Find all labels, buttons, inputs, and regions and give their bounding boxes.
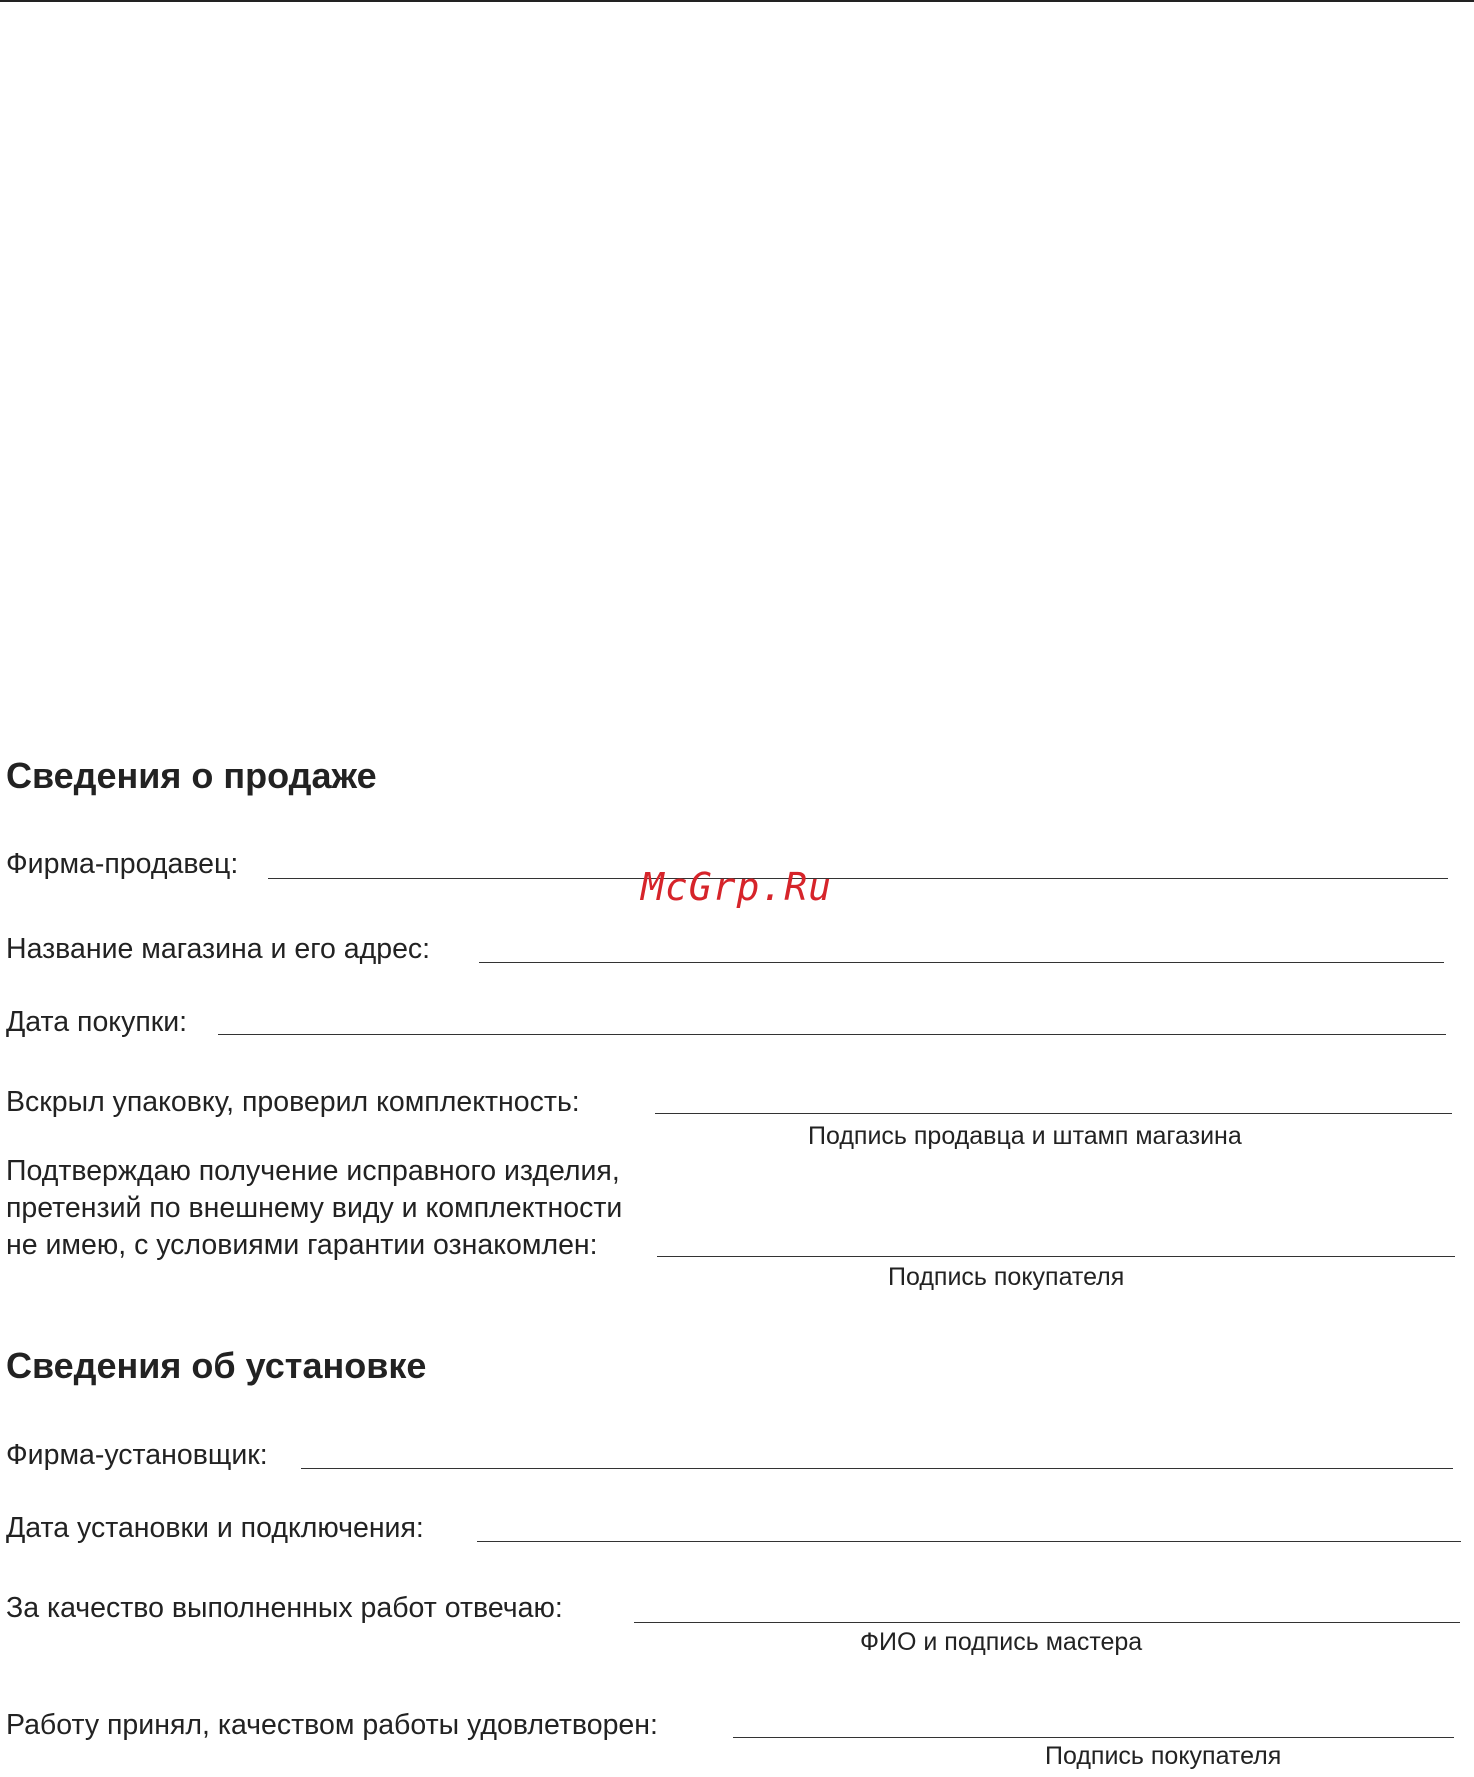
sale-section-title: Сведения о продаже	[6, 755, 377, 796]
purchase-date-field[interactable]	[218, 1034, 1446, 1035]
opened-package-label: Вскрыл упаковку, проверил комплектность:	[6, 1086, 580, 1118]
quality-field[interactable]	[634, 1622, 1460, 1623]
installer-firm-field[interactable]	[301, 1468, 1453, 1469]
install-date-label: Дата установки и подключения:	[6, 1512, 424, 1544]
store-name-label: Название магазина и его адрес:	[6, 933, 431, 965]
confirmation-line: претензий по внешнему виду и комплектности	[6, 1192, 623, 1224]
buyer-signature-caption-2: Подпись покупателя	[1045, 1742, 1282, 1770]
seller-firm-field[interactable]	[268, 878, 1448, 879]
installer-firm-label: Фирма-установщик:	[6, 1439, 268, 1471]
confirmation-line: не имею, с условиями гарантии ознакомлен:	[6, 1229, 598, 1261]
seller-signature-caption: Подпись продавца и штамп магазина	[808, 1122, 1242, 1150]
purchase-date-label: Дата покупки:	[6, 1006, 188, 1038]
top-rule	[0, 0, 1474, 2]
accepted-field[interactable]	[733, 1737, 1454, 1738]
installation-section-title: Сведения об установке	[6, 1345, 427, 1386]
master-caption: ФИО и подпись мастера	[860, 1628, 1143, 1656]
seller-firm-label: Фирма-продавец:	[6, 848, 239, 880]
install-date-field[interactable]	[477, 1541, 1461, 1542]
buyer-signature-field[interactable]	[657, 1256, 1455, 1257]
quality-label: За качество выполненных работ отвечаю:	[6, 1592, 563, 1624]
watermark-text: McGrp.Ru	[641, 865, 833, 909]
accepted-label: Работу принял, качеством работы удовлетворен:	[6, 1709, 658, 1741]
opened-package-field[interactable]	[655, 1113, 1452, 1114]
confirmation-line: Подтверждаю получение исправного изделия,	[6, 1155, 620, 1187]
store-name-field[interactable]	[479, 962, 1444, 963]
buyer-signature-caption: Подпись покупателя	[888, 1263, 1125, 1291]
